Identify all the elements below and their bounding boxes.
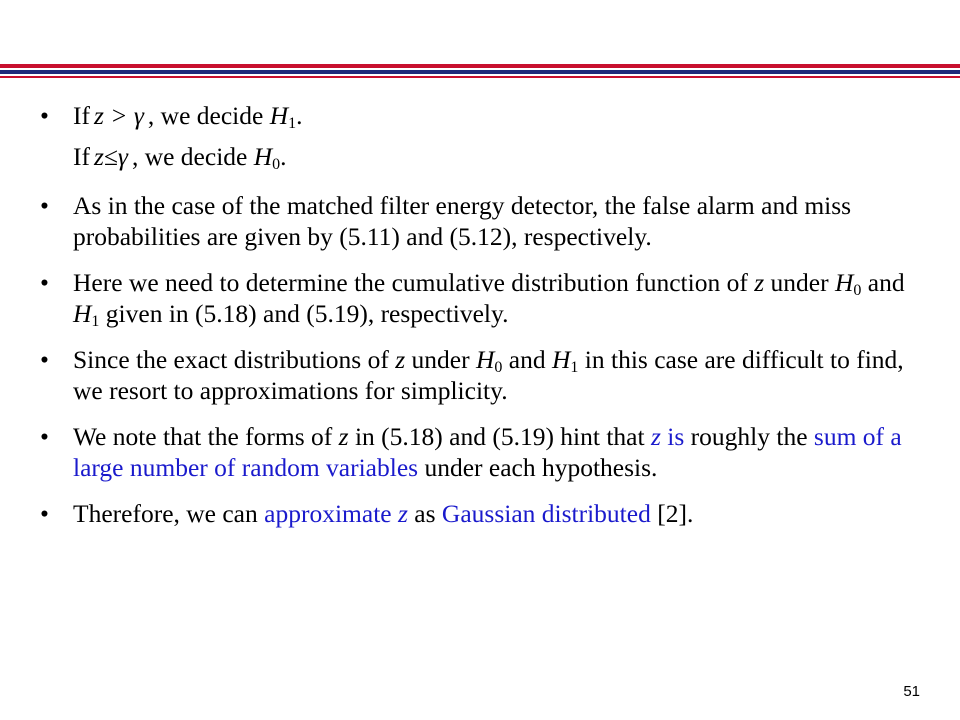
bullet-text: Therefore, we can approximate z as Gaussian distributed [2]. (73, 499, 694, 528)
bullet-icon: • (40, 499, 49, 528)
header-rule-blue (0, 70, 960, 74)
bullet-text: As in the case of the matched filter energy detector, the false alarm and miss probabilities are given by (5.11) and (5.12), respectively. (73, 191, 852, 251)
math-z-greater-gamma: z > γ (93, 101, 144, 130)
bullet-text: Here we need to determine the cumulative distribution function of z under $H_0$ and $H_1$ given in (5.18) and (5.19), respectively. (73, 268, 905, 330)
header-rule-red-top (0, 64, 960, 68)
bullet-icon: • (40, 422, 49, 451)
bullet-text: We note that the forms of z in (5.18) and (5.19) hint that z is roughly the sum of a large number of random variables under each hypothesis. (73, 422, 902, 482)
bullet-cdf (40, 267, 920, 329)
bullet-false-alarm (40, 190, 920, 252)
highlight-sum-phrase: sum of a large number of random variables (73, 422, 902, 482)
highlight-gaussian: Gaussian distributed (441, 499, 651, 528)
bullet-sum-random-variables (40, 421, 920, 483)
bullet-text: Since the exact distributions of z under $H_0$ and $H_1$ in this case are difficult to find, we resort to approximations for simplicity. (73, 345, 904, 405)
slide-body (40, 100, 920, 529)
bullet-icon: • (40, 268, 49, 297)
bullet-gaussian (40, 498, 920, 529)
highlight-z: z (650, 422, 661, 451)
highlight-z: z (397, 499, 408, 528)
bullet-exact-distributions (40, 344, 920, 406)
bullet-icon: • (40, 191, 49, 220)
decision-line-h1: If z > γ , we decide $H_1$. (73, 101, 303, 132)
bullet-decision-rule (40, 100, 920, 131)
bullet-icon: • (40, 345, 49, 374)
math-z-leq-gamma: z≤γ (93, 142, 128, 171)
header-rule-red-bottom (0, 76, 960, 78)
highlight-approximate: approximate (264, 499, 398, 528)
highlight-is: is (660, 422, 685, 451)
decision-line-h0: If z≤γ , we decide $H_0$. (73, 142, 287, 173)
page-number: 51 (903, 683, 920, 700)
bullet-icon: • (40, 101, 49, 130)
